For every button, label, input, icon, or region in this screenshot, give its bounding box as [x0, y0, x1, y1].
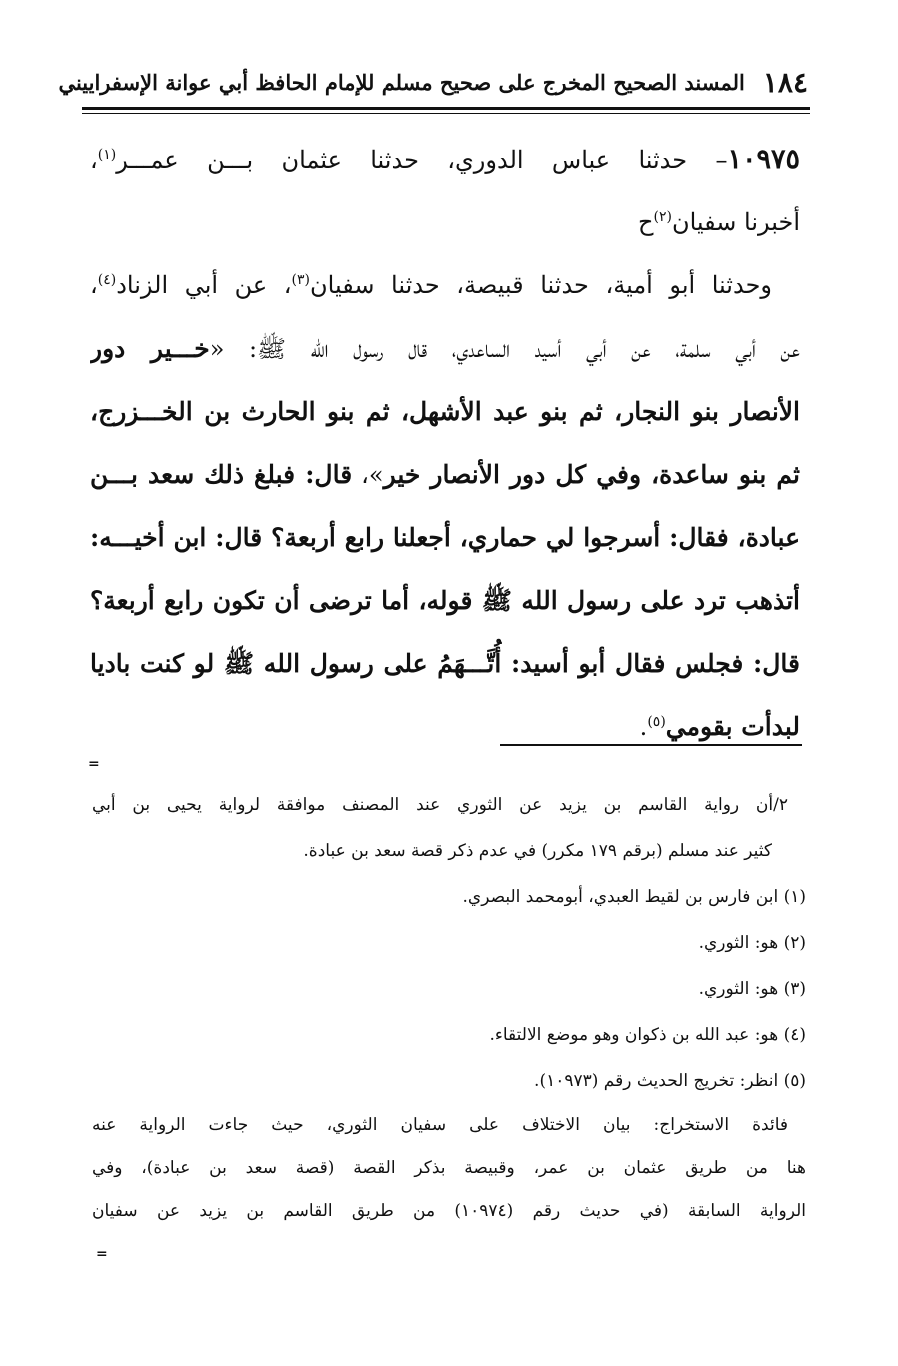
hadith-line-10: لبدأت بقومي$^{(٥)}$. [639, 712, 800, 741]
hadith-line-9: قال: فجلس فقال أبو أسيد: أُتَّـــهَمُ على رسول الله ﷺ لو كنت باديا [90, 649, 800, 678]
hadith-line-4: عن أبي سلمة، عن أبي أسيد الساعدي، قال رسول الله ﷺ: «خـــير دور [90, 334, 800, 363]
footnote-ref: (١) [97, 147, 117, 163]
extraction-benefit-1: فائدة الاستخراج: بيان الاختلاف على سفيان الثوري، حيث جاءت الرواية عنه [92, 1115, 788, 1135]
page-header [58, 62, 808, 102]
extraction-benefit-2: هنا من طريق عثمان بن عمر، وقبيصة بذكر القصة (قصة سعد بن عبادة)، وفي [92, 1158, 806, 1178]
hadith-line-1: ١٠٩٧٥– حدثنا عباس الدوري، حدثنا عثمان بـــن عمـــر$^{(١)}$، [90, 144, 800, 175]
extraction-benefit-3: الرواية السابقة (في حديث رقم (١٠٩٧٤) من طريق القاسم بن يزيد عن سفيان [92, 1201, 806, 1221]
hadith-text [90, 128, 800, 758]
hadith-line-2: أخبرنا سفيان$^{(٢)}$ح [637, 208, 800, 236]
continuation-mark: = [88, 756, 100, 772]
footnote-continued-1: ٢/أن رواية القاسم بن يزيد عن الثوري عند المصنف موافقة لرواية يحيى بن أبي [92, 795, 788, 815]
footnote-ref: (٥) [647, 714, 666, 730]
header-rule-thin [82, 113, 810, 114]
footnote-ref: (٤) [97, 272, 117, 288]
page-number: ١٨٤ [762, 65, 808, 99]
hadith-line-7: عبادة، فقال: أسرجوا لي حماري، أجعلنا رابع أربعة؟ قال: ابن أخيـــه: [90, 523, 800, 552]
footnote-continued-2: كثير عند مسلم (برقم ١٧٩ مكرر) في عدم ذكر قصة سعد بن عبادة. [303, 841, 772, 861]
running-title: المسند الصحيح المخرج على صحيح مسلم للإمام الحافظ أبي عوانة الإسفراييني [58, 69, 745, 95]
hadith-line-6: ثم بنو ساعدة، وفي كل دور الأنصار خير»، قال: فبلغ ذلك سعد بـــن [90, 460, 800, 489]
footnote-3: (٣) هو: الثوري. [698, 979, 806, 999]
footnote-ref: (٢) [653, 209, 672, 225]
hadith-line-5: الأنصار بنو النجار، ثم بنو عبد الأشهل، ثم بنو الحارث بن الخـــزرج، [90, 397, 800, 426]
footnote-1: (١) ابن فارس بن لقيط العبدي، أبومحمد البصري. [462, 887, 806, 907]
header-rule [82, 107, 810, 110]
hadith-line-3: وحدثنا أبو أمية، حدثنا قبيصة، حدثنا سفيان$^{(٣)}$، عن أبي الزناد$^{(٤)}$، [90, 271, 772, 299]
continuation-mark-end: = [96, 1246, 108, 1262]
footnote-5: (٥) انظر: تخريج الحديث رقم (١٠٩٧٣). [534, 1071, 806, 1091]
footnote-separator [500, 744, 802, 746]
footnote-4: (٤) هو: عبد الله بن ذكوان وهو موضع الالتقاء. [489, 1025, 806, 1045]
hadith-line-8: أتذهب ترد على رسول الله ﷺ قوله، أما ترضى أن تكون رابع أربعة؟ [90, 586, 800, 615]
footnote-2: (٢) هو: الثوري. [698, 933, 806, 953]
footnotes [92, 782, 806, 1233]
footnote-ref: (٣) [291, 272, 311, 288]
hadith-number: ١٠٩٧٥ [727, 144, 800, 175]
